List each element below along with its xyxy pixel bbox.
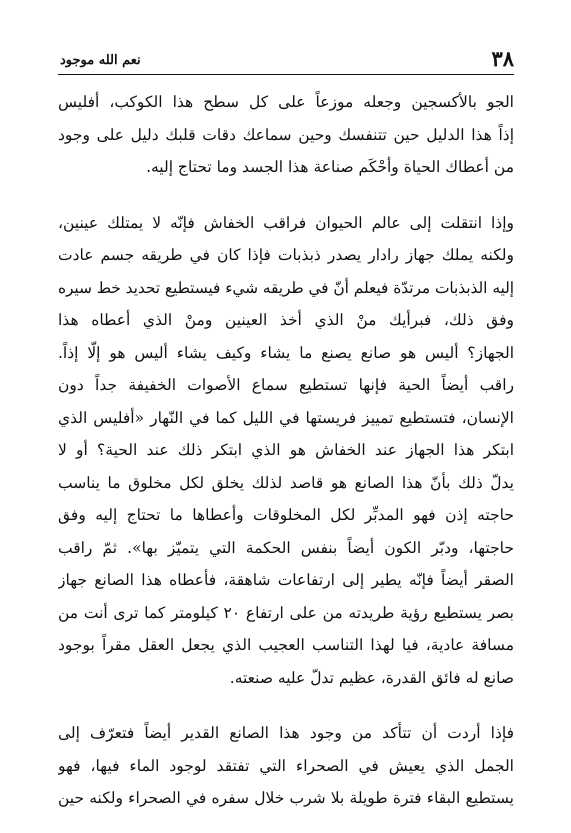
text-line: ابتكر هذا الجهاز عند الخفاش هو الذي ابتكر ذلك عند الحية؟ أو لا [58, 441, 514, 459]
text-line: راقب أيضاً الحية فإنها تستطيع سماع الأصوات الخفيفة جداً دون [58, 376, 514, 394]
text-line: بصر يستطيع رؤية طريدته من على ارتفاع ٢٠ كيلومتر كما ترى أنت من [58, 603, 514, 622]
paragraph-1 [58, 86, 514, 184]
text-line: فإذا أردت أن تتأكد من وجود هذا الصانع القدير أيضاً فتعرّف إلى [58, 724, 514, 742]
text-line: الإنسان، فتستطيع تمييز فريستها في الليل كما في النّهار «أفليس الذي [58, 408, 514, 427]
text-line: حاجته إذن فهو المدبِّر لكل المخلوقات وأعطاها ما تحتاج إليه وفق [58, 506, 514, 524]
running-title: نعم الله موجود [60, 53, 141, 68]
text-line: الجهاز؟ أليس هو صانع يصنع ما يشاء وكيف يشاء أليس هو إلّا إذاً. [58, 343, 514, 362]
text-line: يدلّ ذلك بأنّ هذا الصانع هو قاصد لذلك يخلق لكل مخلوق ما يناسب [58, 473, 514, 492]
text-line: وفق ذلك، فبرأيك منْ الذي أخذ العينين ومنْ الذي أعطاه هذا [58, 311, 514, 329]
text-line: حاجتها، ودبّر الكون أيضاً بنفس الحكمة التي يتميّز بها». ثمّ راقب [58, 538, 514, 557]
text-line: إذاً هذا الدليل حين تتنفسك وحين سماعك دقات قلبك دليل على وجود [58, 125, 514, 144]
paragraph-gap [58, 694, 514, 717]
paragraph-gap [58, 184, 514, 207]
text-line: الجمل الذي يعيش في الصحراء التي تفتقد لوجود الماء فيها، فهو [58, 756, 514, 775]
text-line: الجو بالأكسجين وجعله موزعاً على كل سطح هذا الكوكب، أفليس [58, 93, 514, 111]
text-line: إليه الذبذبات مرتدّة فيعلم أنّ في طريقه شيء فيستطيع تحديد خط سيره [58, 278, 514, 297]
text-line: مسافة عادية، فيا لهذا التناسب العجيب الذي يجعل العقل مقراً بوجود [58, 636, 514, 654]
text-line: من أعطاك الحياة وأحْكَم صناعة هذا الجسد وما تحتاج إليه. [146, 158, 514, 176]
page-number: ٣٨ [491, 46, 514, 71]
text-line: صانع له فائق القدرة، عظيم تدلّ عليه صنعته. [229, 668, 514, 687]
paragraph-2 [58, 207, 514, 695]
body-text [58, 86, 514, 815]
page-header [58, 46, 514, 76]
text-line: ولكنه يملك جهاز رادار يصدر ذبذبات فإذا كان في طريقه جسم عادت [58, 246, 514, 264]
text-line: الصقر أيضاً فإنّه يطير إلى ارتفاعات شاهقة، فأعطاه هذا الصانع جهاز [58, 571, 514, 589]
text-line: وإذا انتقلت إلى عالم الحيوان فراقب الخفاش فإنّه لا يمتلك عينين، [58, 213, 514, 232]
paragraph-3 [58, 717, 514, 815]
text-line: يستطيع البقاء فترة طويلة بلا شرب خلال سفره في الصحراء ولكنه حين [58, 789, 514, 807]
header-rule [58, 74, 514, 75]
